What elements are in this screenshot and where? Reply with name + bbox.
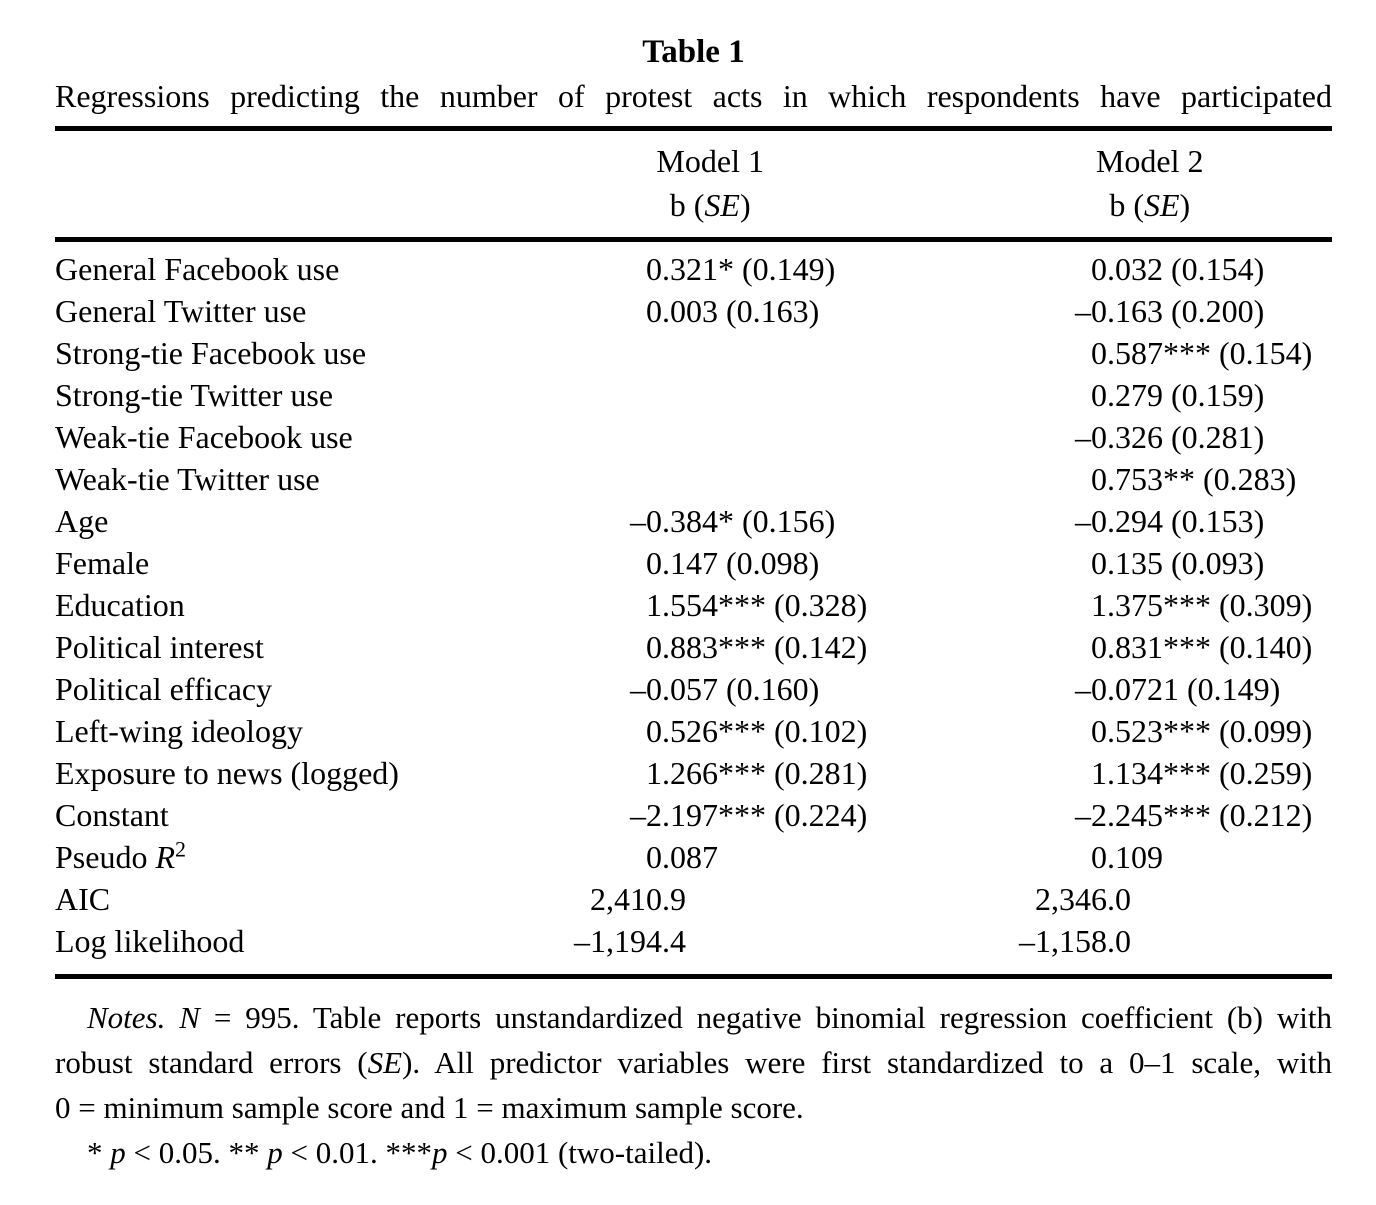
value-decimal-part: .279 (0.159) (1107, 377, 1265, 413)
model2-header (967, 139, 1332, 227)
table-row (55, 668, 1332, 710)
row-label: Log likelihood (55, 923, 245, 959)
value-integer-part: 0 (1091, 377, 1107, 413)
text-segment: 0 = minimum sample score and 1 = maximum sample score. (55, 1090, 804, 1125)
value-integer-part: –0 (630, 503, 662, 539)
row-label: General Facebook use (55, 251, 340, 287)
text-segment: Pseudo (55, 839, 156, 875)
table-row (55, 710, 1332, 752)
value-decimal-part: .135 (0.093) (1107, 545, 1265, 581)
model1-header-subtitle (528, 183, 893, 227)
model2-value (975, 374, 1332, 416)
text-segment: b ( (1109, 187, 1144, 223)
text-segment: ). All predictor variables were first standardized to a 0–1 scale, with (402, 1045, 1332, 1080)
value-decimal-part: .554*** (0.328) (662, 587, 868, 623)
row-label: General Twitter use (55, 293, 307, 329)
superscript-text: 2 (175, 836, 186, 862)
value-decimal-part: .753** (0.283) (1107, 461, 1297, 497)
value-decimal-part: .523*** (0.099) (1107, 713, 1313, 749)
model2-header-subtitle (967, 183, 1332, 227)
value-decimal-part: .384* (0.156) (662, 503, 836, 539)
value-decimal-part: .197*** (0.224) (662, 797, 868, 833)
value-integer-part: 2,410 (590, 881, 662, 917)
value-integer-part: 0 (646, 545, 662, 581)
value-decimal-part: .831*** (0.140) (1107, 629, 1313, 665)
model2-value (975, 710, 1332, 752)
notes-line (55, 1040, 1332, 1085)
value-integer-part: 0 (1091, 461, 1107, 497)
text-segment (165, 1000, 179, 1035)
value-integer-part: 0 (1091, 335, 1107, 371)
text-segment: * (87, 1135, 111, 1170)
model2-value (975, 542, 1332, 584)
text-segment: < 0.01. *** (282, 1135, 432, 1170)
value-integer-part: –0 (1075, 419, 1107, 455)
value-decimal-part: .0721 (0.149) (1107, 671, 1281, 707)
value-decimal-part: .032 (0.154) (1107, 251, 1265, 287)
model2-value (975, 248, 1332, 290)
table-caption: Regressions predicting the number of protest acts in which respondents have participated (55, 78, 1332, 114)
model2-value (975, 416, 1332, 458)
value-integer-part: 1 (646, 755, 662, 791)
model1-value (535, 836, 975, 878)
table-row (55, 920, 1332, 962)
value-decimal-part: .134*** (0.259) (1107, 755, 1313, 791)
value-decimal-part: .109 (1107, 839, 1163, 875)
text-segment: robust standard errors ( (55, 1045, 368, 1080)
value-decimal-part: .4 (662, 923, 686, 959)
table-row (55, 374, 1332, 416)
text-segment: b ( (669, 187, 705, 223)
model2-value (975, 836, 1332, 878)
table-row (55, 500, 1332, 542)
table-row (55, 836, 1332, 878)
row-label: Female (55, 545, 150, 581)
model2-value (975, 626, 1332, 668)
italic-text: p (110, 1135, 126, 1170)
italic-text: R (155, 839, 175, 875)
table-row (55, 332, 1332, 374)
value-integer-part: –0 (630, 671, 662, 707)
value-integer-part: –2 (630, 797, 662, 833)
italic-text: p (267, 1135, 283, 1170)
table-row (55, 542, 1332, 584)
value-integer-part: –0 (1075, 293, 1107, 329)
italic-text: SE (704, 187, 740, 223)
value-integer-part: 0 (1091, 839, 1107, 875)
model2-value (975, 500, 1332, 542)
model1-value (535, 500, 975, 542)
row-label: Constant (55, 797, 169, 833)
table-number-title: Table 1 (642, 34, 745, 70)
model2-value (975, 878, 1332, 920)
value-integer-part: 2,346 (1035, 881, 1107, 917)
value-decimal-part: .883*** (0.142) (662, 629, 868, 665)
row-label: Age (55, 503, 109, 539)
model2-header-title: Model 2 (1095, 143, 1204, 179)
row-label: Political efficacy (55, 671, 273, 707)
model2-value (975, 920, 1332, 962)
notes-line (55, 1085, 1332, 1130)
column-header-row (55, 131, 1332, 237)
model2-value (975, 752, 1332, 794)
header-label-spacer (55, 139, 528, 227)
text-segment: = 995. Table reports unstandardized negative binomial regression coefficient (b) with (199, 1000, 1333, 1035)
model1-value (535, 248, 975, 290)
text-segment: ) (1179, 187, 1191, 223)
model2-value (975, 332, 1332, 374)
row-label: Political interest (55, 629, 264, 665)
value-integer-part: 0 (646, 629, 662, 665)
table-row (55, 794, 1332, 836)
model1-value (535, 542, 975, 584)
value-decimal-part: .163 (0.200) (1107, 293, 1265, 329)
value-decimal-part: .266*** (0.281) (662, 755, 868, 791)
row-label: Strong-tie Facebook use (55, 335, 367, 371)
row-label: Left-wing ideology (55, 713, 303, 749)
table-row (55, 458, 1332, 500)
table-row (55, 878, 1332, 920)
value-integer-part: 0 (646, 713, 662, 749)
table-body (55, 242, 1332, 974)
model1-value (535, 458, 975, 500)
table-row (55, 248, 1332, 290)
row-label: Exposure to news (logged) (55, 755, 399, 791)
table-row (55, 626, 1332, 668)
model1-value (535, 794, 975, 836)
model1-value (535, 710, 975, 752)
value-decimal-part: .245*** (0.212) (1107, 797, 1313, 833)
row-label (55, 836, 535, 878)
value-decimal-part: .057 (0.160) (662, 671, 820, 707)
notes-line (55, 995, 1332, 1040)
significance-legend (55, 1130, 1332, 1175)
model1-value (535, 290, 975, 332)
value-integer-part: –2 (1075, 797, 1107, 833)
value-integer-part: –1,158 (1019, 923, 1107, 959)
value-decimal-part: .321* (0.149) (662, 251, 836, 287)
row-label: Strong-tie Twitter use (55, 377, 334, 413)
italic-text: p (431, 1135, 448, 1170)
model1-value (535, 374, 975, 416)
value-integer-part: 0 (1091, 713, 1107, 749)
value-decimal-part: .0 (1107, 923, 1131, 959)
text-segment: < 0.05. ** (125, 1135, 268, 1170)
value-integer-part: –0 (1075, 671, 1107, 707)
value-decimal-part: .0 (1107, 881, 1131, 917)
value-integer-part: 1 (646, 587, 662, 623)
model1-value (535, 332, 975, 374)
value-integer-part: 0 (646, 251, 662, 287)
model1-header (528, 139, 893, 227)
value-decimal-part: .087 (662, 839, 718, 875)
italic-text: N (179, 1000, 200, 1035)
model2-value (975, 794, 1332, 836)
table-row (55, 584, 1332, 626)
model2-value (975, 290, 1332, 332)
value-decimal-part: .003 (0.163) (662, 293, 820, 329)
model1-value (535, 920, 975, 962)
table-notes (55, 995, 1332, 1175)
model2-value (975, 584, 1332, 626)
value-integer-part: 0 (1091, 251, 1107, 287)
model1-value (535, 416, 975, 458)
value-integer-part: 1 (1091, 755, 1107, 791)
value-decimal-part: .587*** (0.154) (1107, 335, 1313, 371)
value-decimal-part: .9 (662, 881, 686, 917)
table-row (55, 752, 1332, 794)
italic-text: SE (367, 1045, 403, 1080)
value-decimal-part: .375*** (0.309) (1107, 587, 1313, 623)
table-row (55, 416, 1332, 458)
row-label: Weak-tie Twitter use (55, 461, 320, 497)
text-segment: < 0.001 (two-tailed). (447, 1135, 713, 1170)
value-integer-part: 1 (1091, 587, 1107, 623)
row-label: AIC (55, 881, 111, 917)
value-decimal-part: .147 (0.098) (662, 545, 820, 581)
model2-value (975, 668, 1332, 710)
italic-text: Notes. (87, 1000, 166, 1035)
model1-value (535, 878, 975, 920)
value-decimal-part: .526*** (0.102) (662, 713, 868, 749)
model1-value (535, 668, 975, 710)
model1-value (535, 752, 975, 794)
value-decimal-part: .326 (0.281) (1107, 419, 1265, 455)
value-integer-part: –0 (1075, 503, 1107, 539)
text-segment: ) (739, 187, 751, 223)
value-decimal-part: .294 (0.153) (1107, 503, 1265, 539)
model1-header-title: Model 1 (656, 143, 764, 179)
model2-value (975, 458, 1332, 500)
model1-value (535, 584, 975, 626)
table-row (55, 290, 1332, 332)
italic-text: SE (1143, 187, 1180, 223)
value-integer-part: 0 (1091, 629, 1107, 665)
value-integer-part: 0 (1091, 545, 1107, 581)
row-label: Education (55, 587, 185, 623)
value-integer-part: –1,194 (574, 923, 662, 959)
value-integer-part: 0 (646, 293, 662, 329)
model1-value (535, 626, 975, 668)
value-integer-part: 0 (646, 839, 662, 875)
bottom-rule (55, 974, 1332, 979)
row-label: Weak-tie Facebook use (55, 419, 353, 455)
